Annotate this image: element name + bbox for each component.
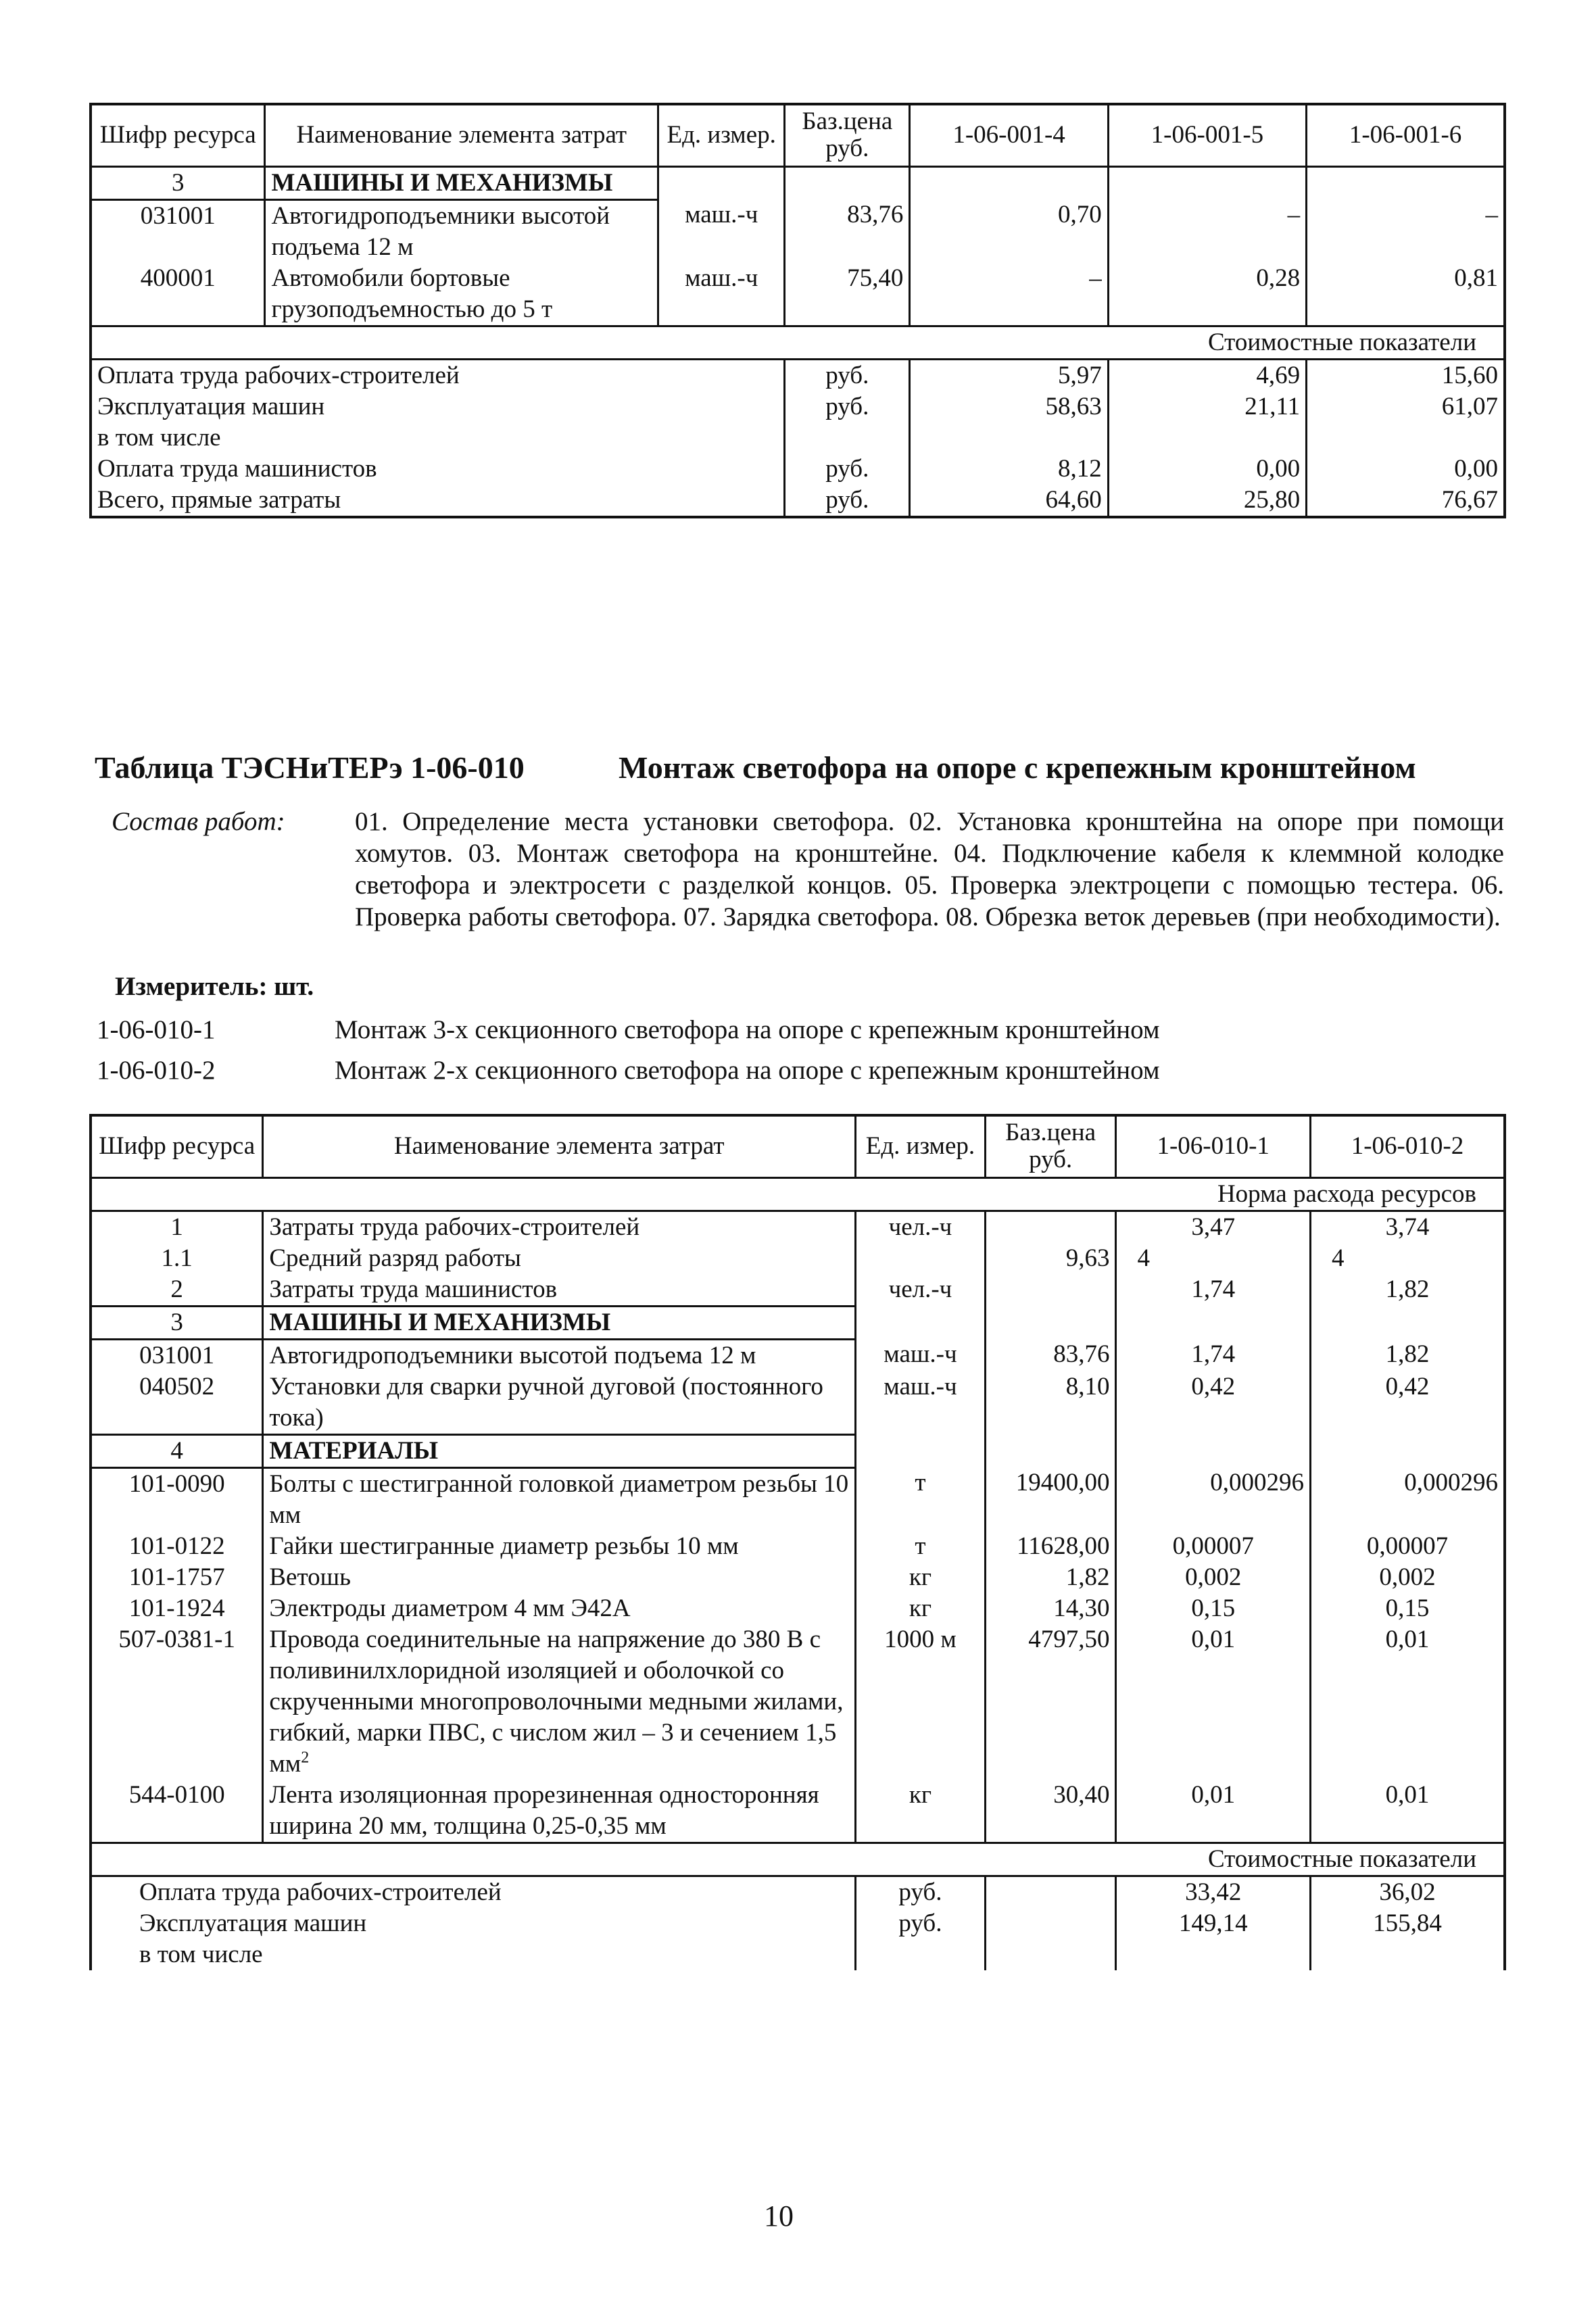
cost-value: 5,97 (910, 359, 1108, 391)
cost-row (91, 454, 1505, 485)
section-title: МАТЕРИАЛЫ (263, 1434, 856, 1467)
cost-row (91, 422, 1505, 454)
row-value: 0,000296 (1116, 1467, 1310, 1531)
table-header-row (91, 1115, 1505, 1177)
section-num: 3 (91, 1306, 263, 1339)
section-row (91, 166, 1505, 199)
table-1-06-010 (89, 1114, 1506, 1970)
item-description: Монтаж 2-х секционного светофора на опоре с крепежным кронштейном (335, 1056, 1160, 1085)
row-price: 30,40 (985, 1780, 1116, 1843)
table-row (91, 1593, 1505, 1624)
cost-unit: руб. (785, 485, 910, 517)
row-code: 400001 (91, 263, 265, 326)
cost-value: 76,67 (1441, 485, 1498, 514)
row-name: Установки для сварки ручной дуговой (постоянного тока) (263, 1371, 856, 1435)
header-cell: 1-06-010-1 (1116, 1115, 1310, 1177)
cost-unit: руб. (785, 454, 910, 485)
row-value: 0,15 (1385, 1594, 1430, 1622)
table-header-row (91, 104, 1505, 166)
header-cell: Баз.цена руб. (985, 1115, 1116, 1177)
cost-value: 25,80 (1108, 485, 1306, 517)
row-value: 0,00007 (1116, 1531, 1310, 1562)
row-value: 0,15 (1116, 1593, 1310, 1624)
row-unit (856, 1243, 986, 1274)
cost-value: 64,60 (910, 485, 1108, 517)
row-name: Затраты труда машинистов (263, 1274, 856, 1307)
table-row (91, 1562, 1505, 1593)
row-value: – (910, 263, 1108, 326)
row-unit: чел.-ч (856, 1211, 986, 1243)
cost-row (91, 1876, 1505, 1908)
cost-name: Эксплуатация машин (91, 391, 785, 422)
cost-header: Стоимостные показатели (91, 326, 1505, 359)
row-code: 101-1924 (91, 1593, 263, 1624)
row-unit: т (856, 1531, 986, 1562)
cost-value: 21,11 (1108, 391, 1306, 422)
header-cell: 1-06-001-5 (1108, 104, 1306, 166)
row-value: 0,01 (1385, 1625, 1430, 1653)
row-unit: т (856, 1467, 986, 1531)
row-name-text: Провода соединительные на напряжение до 380 В с поливинилхлоридной изоляцией и оболочкой со скрученными многопроволочными медными жилами, гибкий, марки ПВС, с числом жил – 3 и сечением 1,5 мм (269, 1625, 844, 1778)
row-value: 4 (1116, 1243, 1310, 1274)
header-cell: 1-06-010-2 (1310, 1115, 1505, 1177)
row-unit: маш.-ч (856, 1371, 986, 1435)
cost-name: Оплата труда рабочих-строителей (91, 1876, 856, 1908)
row-unit: кг (856, 1593, 986, 1624)
row-value: 0,42 (1116, 1371, 1310, 1435)
table-1-06-001 (89, 103, 1506, 518)
row-code: 031001 (91, 1339, 263, 1371)
row-unit: маш.-ч (856, 1339, 986, 1371)
table-title-code: Таблица ТЭСНиТЕРэ 1-06-010 (95, 750, 525, 785)
work-composition-text: 01. Определение места установки светофора. 02. Установка кронштейна на опоре при помощи хомутов. 03. Монтаж светофора на кронштейне. 04. Подключение кабеля к клеммной колодке светофора и электросети с разделкой концов. 05. Проверка электроцепи с помощью тестера. 06. Проверка работы светофора. 07. Зарядка светофора. 08. Обрезка веток деревьев (при необходимости). (355, 807, 1504, 931)
row-price: 1,82 (985, 1562, 1116, 1593)
cost-value: 155,84 (1373, 1909, 1442, 1937)
cost-value: 61,07 (1441, 392, 1498, 420)
cost-row (91, 1939, 1505, 1970)
cost-value: 58,63 (910, 391, 1108, 422)
row-value: 1,74 (1116, 1339, 1310, 1371)
item-code: 1-06-010-1 (97, 1015, 216, 1044)
cost-value: 0,00 (1454, 454, 1498, 483)
cost-name: Оплата труда машинистов (91, 454, 785, 485)
cost-value (1307, 422, 1505, 454)
row-name: Автогидроподъемники высотой подъема 12 м (265, 199, 658, 263)
item-code: 1-06-010-2 (97, 1056, 216, 1085)
cost-header: Стоимостные показатели (91, 1843, 1505, 1876)
cost-row (91, 391, 1505, 422)
row-unit: кг (856, 1780, 986, 1843)
cost-row (91, 485, 1505, 517)
cost-name: Оплата труда рабочих-строителей (91, 359, 785, 391)
row-price: 9,63 (985, 1243, 1116, 1274)
cost-value: 4,69 (1108, 359, 1306, 391)
table-row (91, 1467, 1505, 1531)
header-cell: 1-06-001-4 (910, 104, 1108, 166)
row-value: 0,00007 (1366, 1532, 1449, 1560)
work-composition-label: Состав работ: (112, 807, 285, 836)
section-row (91, 1434, 1505, 1467)
row-code: 2 (91, 1274, 263, 1307)
page-number: 10 (764, 2199, 794, 2233)
cost-row (91, 359, 1505, 391)
row-value: 0,01 (1116, 1624, 1310, 1780)
row-name: Автогидроподъемники высотой подъема 12 м (263, 1339, 856, 1371)
cost-value (1310, 1939, 1505, 1970)
header-cell: Наименование элемента затрат (265, 104, 658, 166)
header-cell: Наименование элемента затрат (263, 1115, 856, 1177)
superscript: 2 (301, 1749, 310, 1767)
cost-value: 0,00 (1108, 454, 1306, 485)
cost-value: 33,42 (1116, 1876, 1310, 1908)
row-name: Лента изоляционная прорезиненная односторонняя ширина 20 мм, толщина 0,25-0,35 мм (263, 1780, 856, 1843)
cost-name: Эксплуатация машин (91, 1908, 856, 1939)
row-price: 19400,00 (985, 1467, 1116, 1531)
row-unit: чел.-ч (856, 1274, 986, 1307)
row-code: 1.1 (91, 1243, 263, 1274)
norm-header: Норма расхода ресурсов (91, 1177, 1505, 1211)
row-value: 0,01 (1385, 1780, 1430, 1809)
row-price: 14,30 (985, 1593, 1116, 1624)
section-title: МАШИНЫ И МЕХАНИЗМЫ (263, 1306, 856, 1339)
row-code: 101-1757 (91, 1562, 263, 1593)
row-code: 544-0100 (91, 1780, 263, 1843)
row-name: Затраты труда рабочих-строителей (263, 1211, 856, 1243)
header-cell: Баз.цена руб. (785, 104, 910, 166)
row-value: 0,81 (1454, 264, 1498, 292)
cost-value: 149,14 (1116, 1908, 1310, 1939)
section-row (91, 1306, 1505, 1339)
cost-value: 15,60 (1441, 361, 1498, 389)
table-row (91, 1243, 1505, 1274)
header-cell: Шифр ресурса (91, 104, 265, 166)
cost-unit (856, 1939, 986, 1970)
row-code: 101-0122 (91, 1531, 263, 1562)
row-name: Электроды диаметром 4 мм Э42А (263, 1593, 856, 1624)
row-price: 75,40 (785, 263, 910, 326)
header-cell: Шифр ресурса (91, 1115, 263, 1177)
cost-unit (785, 422, 910, 454)
section-num: 4 (91, 1434, 263, 1467)
row-value: 1,74 (1116, 1274, 1310, 1307)
cost-unit: руб. (785, 391, 910, 422)
row-value: 3,47 (1116, 1211, 1310, 1243)
row-value: – (1108, 199, 1306, 263)
table-row (91, 199, 1505, 263)
norm-header-row (91, 1177, 1505, 1211)
row-unit: маш.-ч (658, 263, 785, 326)
cost-name: в том числе (91, 1939, 856, 1970)
row-code: 101-0090 (91, 1467, 263, 1531)
row-value: 0,000296 (1404, 1469, 1498, 1496)
table-row (91, 1624, 1505, 1780)
row-price: 4797,50 (985, 1624, 1116, 1780)
row-value: – (1485, 201, 1498, 228)
table-row (91, 1531, 1505, 1562)
row-value: 1,82 (1385, 1340, 1430, 1368)
header-cell: 1-06-001-6 (1307, 104, 1505, 166)
table-title-name: Монтаж светофора на опоре с крепежным кронштейном (619, 750, 1416, 785)
row-unit: кг (856, 1562, 986, 1593)
header-cell: Ед. измер. (658, 104, 785, 166)
row-code: 507-0381-1 (91, 1624, 263, 1780)
cost-header-row (91, 1843, 1505, 1876)
cost-unit: руб. (856, 1908, 986, 1939)
table-row (91, 1780, 1505, 1843)
table-row (91, 1339, 1505, 1371)
row-code: 040502 (91, 1371, 263, 1435)
item-description: Монтаж 3-х секционного светофора на опоре с крепежным кронштейном (335, 1015, 1160, 1044)
row-price (985, 1274, 1116, 1307)
row-value: 0,42 (1385, 1372, 1430, 1400)
cost-name: Всего, прямые затраты (91, 485, 785, 517)
row-value: 4 (1331, 1244, 1345, 1272)
row-unit: 1000 м (856, 1624, 986, 1780)
row-name (263, 1624, 856, 1780)
row-price: 8,10 (985, 1371, 1116, 1435)
row-name: Средний разряд работы (263, 1243, 856, 1274)
header-cell: Ед. измер. (856, 1115, 986, 1177)
row-name: Ветошь (263, 1562, 856, 1593)
row-value: 0,70 (910, 199, 1108, 263)
row-code: 031001 (91, 199, 265, 263)
row-name: Болты с шестигранной головкой диаметром резьбы 10 мм (263, 1467, 856, 1531)
table-row (91, 263, 1505, 326)
row-price: 83,76 (985, 1339, 1116, 1371)
row-value: 1,82 (1385, 1275, 1430, 1303)
row-price (985, 1211, 1116, 1243)
cost-unit: руб. (856, 1876, 986, 1908)
row-price: 83,76 (785, 199, 910, 263)
cost-value: 8,12 (910, 454, 1108, 485)
row-unit: маш.-ч (658, 199, 785, 263)
row-code: 1 (91, 1211, 263, 1243)
row-name: Гайки шестигранные диаметр резьбы 10 мм (263, 1531, 856, 1562)
cost-name: в том числе (91, 422, 785, 454)
row-name: Автомобили бортовые грузоподъемностью до 5 т (265, 263, 658, 326)
row-value: 0,28 (1108, 263, 1306, 326)
cost-value (1116, 1939, 1310, 1970)
section-title: МАШИНЫ И МЕХАНИЗМЫ (265, 166, 658, 199)
measure-unit-label: Измеритель: шт. (115, 972, 314, 1001)
cost-value (1108, 422, 1306, 454)
row-value: 0,002 (1379, 1563, 1436, 1591)
cost-value: 36,02 (1379, 1878, 1436, 1906)
row-price: 11628,00 (985, 1531, 1116, 1562)
cost-header-row (91, 326, 1505, 359)
row-value: 0,002 (1116, 1562, 1310, 1593)
cost-value (910, 422, 1108, 454)
table-row (91, 1371, 1505, 1435)
table-row (91, 1274, 1505, 1307)
row-value: 3,74 (1385, 1213, 1430, 1241)
cost-row (91, 1908, 1505, 1939)
table-row (91, 1211, 1505, 1243)
section-num: 3 (91, 166, 265, 199)
row-value: 0,01 (1116, 1780, 1310, 1843)
cost-unit: руб. (785, 359, 910, 391)
